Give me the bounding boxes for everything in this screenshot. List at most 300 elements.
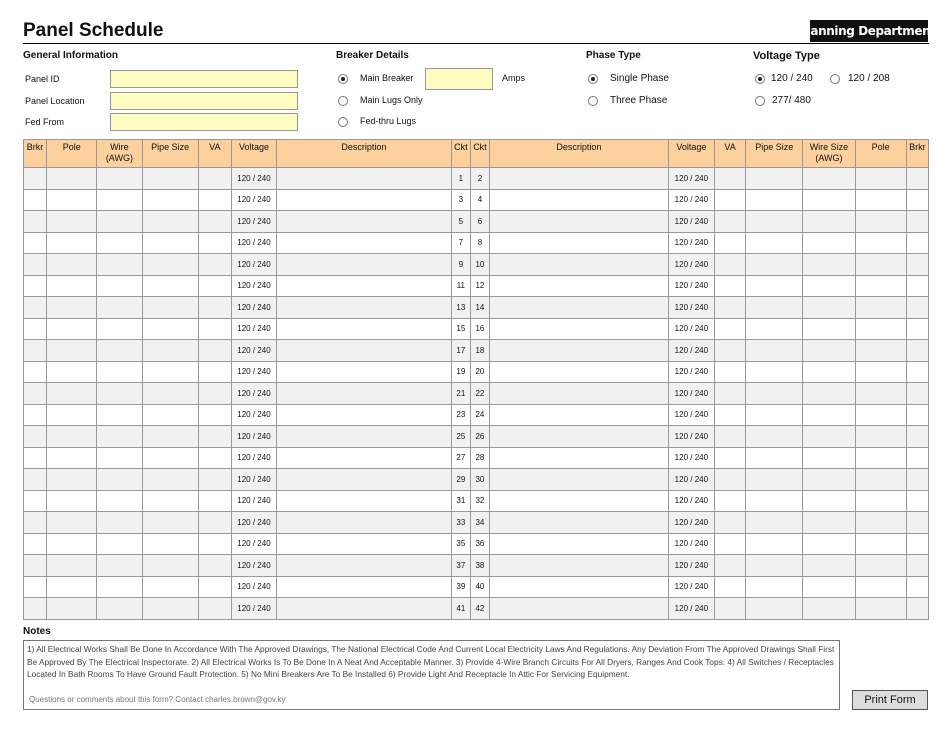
cell-wire-right[interactable] <box>803 361 855 383</box>
cell-brkr-right[interactable] <box>906 447 928 469</box>
cell-pole-left[interactable] <box>47 275 97 297</box>
cell-brkr-right[interactable] <box>906 383 928 405</box>
cell-description-left[interactable] <box>277 211 452 233</box>
cell-brkr-left[interactable] <box>24 598 47 620</box>
cell-pipe-left[interactable] <box>142 297 198 319</box>
cell-pipe-left[interactable] <box>142 555 198 577</box>
cell-pipe-right[interactable] <box>746 533 803 555</box>
cell-description-right[interactable] <box>489 168 668 190</box>
cell-wire-left[interactable] <box>97 254 142 276</box>
cell-pole-left[interactable] <box>47 576 97 598</box>
cell-brkr-left[interactable] <box>24 555 47 577</box>
cell-description-right[interactable] <box>489 318 668 340</box>
cell-va-left[interactable] <box>198 447 231 469</box>
cell-pipe-right[interactable] <box>746 490 803 512</box>
cell-wire-left[interactable] <box>97 232 142 254</box>
cell-wire-left[interactable] <box>97 512 142 534</box>
cell-pipe-right[interactable] <box>746 426 803 448</box>
cell-va-right[interactable] <box>714 555 745 577</box>
cell-va-left[interactable] <box>198 512 231 534</box>
cell-pole-left[interactable] <box>47 168 97 190</box>
main-breaker-radio[interactable] <box>338 74 348 84</box>
cell-pipe-right[interactable] <box>746 447 803 469</box>
cell-va-right[interactable] <box>714 426 745 448</box>
cell-pipe-right[interactable] <box>746 361 803 383</box>
table-row <box>24 555 929 577</box>
cell-va-right[interactable] <box>714 469 745 491</box>
cell-ckt-right: 2 <box>470 168 489 190</box>
cell-pole-right[interactable] <box>855 426 906 448</box>
cell-description-left[interactable] <box>277 254 452 276</box>
cell-ckt-right: 22 <box>470 383 489 405</box>
cell-pole-right[interactable] <box>855 469 906 491</box>
cell-va-right[interactable] <box>714 598 745 620</box>
cell-wire-left[interactable] <box>97 598 142 620</box>
cell-va-right[interactable] <box>714 447 745 469</box>
single-phase-radio[interactable] <box>588 74 598 84</box>
cell-va-right[interactable] <box>714 168 745 190</box>
cell-voltage-left: 120 / 240 <box>231 383 276 405</box>
cell-va-left[interactable] <box>198 426 231 448</box>
table-row <box>24 254 929 276</box>
cell-description-left[interactable] <box>277 533 452 555</box>
cell-pipe-right[interactable] <box>746 232 803 254</box>
cell-wire-right[interactable] <box>803 576 855 598</box>
cell-brkr-right[interactable] <box>906 254 928 276</box>
cell-pole-right[interactable] <box>855 254 906 276</box>
cell-pipe-left[interactable] <box>142 426 198 448</box>
cell-description-right[interactable] <box>489 404 668 426</box>
cell-pole-left[interactable] <box>47 404 97 426</box>
cell-pipe-right[interactable] <box>746 275 803 297</box>
cell-wire-right[interactable] <box>803 168 855 190</box>
cell-pipe-right[interactable] <box>746 254 803 276</box>
cell-pole-left[interactable] <box>47 512 97 534</box>
cell-pipe-right[interactable] <box>746 383 803 405</box>
cell-brkr-right[interactable] <box>906 404 928 426</box>
col-header-voltage-left: Voltage <box>231 140 276 168</box>
cell-brkr-left[interactable] <box>24 275 47 297</box>
cell-pole-left[interactable] <box>47 211 97 233</box>
panel-id-input[interactable] <box>110 70 298 88</box>
cell-wire-left[interactable] <box>97 211 142 233</box>
cell-description-right[interactable] <box>489 512 668 534</box>
cell-pole-right[interactable] <box>855 490 906 512</box>
cell-pole-right[interactable] <box>855 232 906 254</box>
cell-pipe-right[interactable] <box>746 189 803 211</box>
cell-wire-left[interactable] <box>97 490 142 512</box>
voltage-277-480-radio[interactable] <box>755 96 765 106</box>
cell-wire-right[interactable] <box>803 189 855 211</box>
cell-description-right[interactable] <box>489 469 668 491</box>
cell-brkr-left[interactable] <box>24 490 47 512</box>
cell-pole-left[interactable] <box>47 189 97 211</box>
cell-pipe-left[interactable] <box>142 598 198 620</box>
cell-pole-left[interactable] <box>47 383 97 405</box>
cell-description-left[interactable] <box>277 426 452 448</box>
cell-pipe-left[interactable] <box>142 533 198 555</box>
cell-pole-left[interactable] <box>47 232 97 254</box>
cell-brkr-left[interactable] <box>24 404 47 426</box>
col-header-pole-right: Pole <box>855 140 906 168</box>
cell-pole-left[interactable] <box>47 490 97 512</box>
cell-wire-right[interactable] <box>803 275 855 297</box>
cell-wire-right[interactable] <box>803 318 855 340</box>
cell-ckt-left: 39 <box>451 576 470 598</box>
cell-pipe-left[interactable] <box>142 490 198 512</box>
cell-pipe-left[interactable] <box>142 318 198 340</box>
cell-description-left[interactable] <box>277 576 452 598</box>
cell-wire-left[interactable] <box>97 275 142 297</box>
voltage-120-240-label: 120 / 240 <box>771 73 813 84</box>
cell-va-left[interactable] <box>198 318 231 340</box>
cell-wire-left[interactable] <box>97 447 142 469</box>
cell-description-right[interactable] <box>489 254 668 276</box>
cell-pipe-left[interactable] <box>142 447 198 469</box>
cell-pole-right[interactable] <box>855 598 906 620</box>
cell-description-left[interactable] <box>277 555 452 577</box>
cell-pipe-left[interactable] <box>142 576 198 598</box>
main-lugs-only-radio[interactable] <box>338 96 348 106</box>
cell-description-left[interactable] <box>277 318 452 340</box>
cell-brkr-right[interactable] <box>906 297 928 319</box>
cell-wire-left[interactable] <box>97 318 142 340</box>
table-row <box>24 426 929 448</box>
cell-description-right[interactable] <box>489 340 668 362</box>
cell-description-right[interactable] <box>489 275 668 297</box>
cell-wire-left[interactable] <box>97 533 142 555</box>
cell-va-left[interactable] <box>198 533 231 555</box>
cell-description-left[interactable] <box>277 404 452 426</box>
cell-wire-right[interactable] <box>803 447 855 469</box>
cell-description-right[interactable] <box>489 189 668 211</box>
cell-va-right[interactable] <box>714 533 745 555</box>
voltage-120-240-radio[interactable] <box>755 74 765 84</box>
cell-brkr-right[interactable] <box>906 533 928 555</box>
cell-pole-right[interactable] <box>855 512 906 534</box>
cell-va-left[interactable] <box>198 168 231 190</box>
cell-voltage-right: 120 / 240 <box>668 275 714 297</box>
cell-wire-right[interactable] <box>803 426 855 448</box>
cell-va-left[interactable] <box>198 232 231 254</box>
cell-pipe-right[interactable] <box>746 297 803 319</box>
cell-brkr-right[interactable] <box>906 232 928 254</box>
cell-voltage-left: 120 / 240 <box>231 168 276 190</box>
cell-description-right[interactable] <box>489 490 668 512</box>
cell-brkr-left[interactable] <box>24 512 47 534</box>
cell-va-left[interactable] <box>198 576 231 598</box>
cell-description-left[interactable] <box>277 447 452 469</box>
col-header-voltage-right: Voltage <box>668 140 714 168</box>
cell-pole-right[interactable] <box>855 404 906 426</box>
cell-pipe-left[interactable] <box>142 254 198 276</box>
cell-ckt-left: 23 <box>451 404 470 426</box>
cell-pipe-left[interactable] <box>142 383 198 405</box>
cell-va-right[interactable] <box>714 254 745 276</box>
cell-wire-left[interactable] <box>97 469 142 491</box>
planning-department-logo: Planning Department. <box>810 20 928 42</box>
cell-wire-left[interactable] <box>97 426 142 448</box>
cell-ckt-right: 8 <box>470 232 489 254</box>
voltage-120-208-radio[interactable] <box>830 74 840 84</box>
cell-brkr-left[interactable] <box>24 297 47 319</box>
cell-pole-left[interactable] <box>47 426 97 448</box>
cell-description-right[interactable] <box>489 232 668 254</box>
cell-brkr-right[interactable] <box>906 275 928 297</box>
cell-wire-left[interactable] <box>97 383 142 405</box>
cell-pole-right[interactable] <box>855 555 906 577</box>
cell-brkr-right[interactable] <box>906 426 928 448</box>
cell-pipe-left[interactable] <box>142 168 198 190</box>
cell-brkr-left[interactable] <box>24 426 47 448</box>
cell-pole-left[interactable] <box>47 318 97 340</box>
cell-pole-left[interactable] <box>47 469 97 491</box>
cell-brkr-left[interactable] <box>24 189 47 211</box>
cell-va-right[interactable] <box>714 490 745 512</box>
cell-brkr-left[interactable] <box>24 211 47 233</box>
cell-pipe-right[interactable] <box>746 469 803 491</box>
main-breaker-label: Main Breaker <box>360 73 414 83</box>
cell-brkr-right[interactable] <box>906 211 928 233</box>
cell-description-right[interactable] <box>489 426 668 448</box>
cell-pole-left[interactable] <box>47 533 97 555</box>
cell-va-left[interactable] <box>198 340 231 362</box>
cell-voltage-right: 120 / 240 <box>668 469 714 491</box>
cell-va-left[interactable] <box>198 211 231 233</box>
cell-wire-left[interactable] <box>97 340 142 362</box>
cell-brkr-left[interactable] <box>24 533 47 555</box>
cell-brkr-left[interactable] <box>24 168 47 190</box>
cell-wire-right[interactable] <box>803 211 855 233</box>
cell-brkr-left[interactable] <box>24 383 47 405</box>
cell-wire-left[interactable] <box>97 576 142 598</box>
cell-description-left[interactable] <box>277 232 452 254</box>
table-row <box>24 318 929 340</box>
amps-input[interactable] <box>425 68 493 90</box>
cell-pipe-right[interactable] <box>746 168 803 190</box>
cell-brkr-left[interactable] <box>24 447 47 469</box>
cell-voltage-right: 120 / 240 <box>668 447 714 469</box>
cell-va-right[interactable] <box>714 211 745 233</box>
cell-brkr-left[interactable] <box>24 318 47 340</box>
col-header-va-right: VA <box>714 140 745 168</box>
cell-va-right[interactable] <box>714 383 745 405</box>
cell-brkr-right[interactable] <box>906 598 928 620</box>
cell-va-right[interactable] <box>714 297 745 319</box>
cell-pole-left[interactable] <box>47 361 97 383</box>
cell-pole-left[interactable] <box>47 555 97 577</box>
cell-pipe-right[interactable] <box>746 211 803 233</box>
cell-pole-right[interactable] <box>855 297 906 319</box>
cell-ckt-left: 31 <box>451 490 470 512</box>
cell-pole-left[interactable] <box>47 598 97 620</box>
cell-pole-left[interactable] <box>47 340 97 362</box>
cell-pole-right[interactable] <box>855 340 906 362</box>
cell-description-left[interactable] <box>277 297 452 319</box>
cell-pole-right[interactable] <box>855 533 906 555</box>
cell-brkr-left[interactable] <box>24 361 47 383</box>
cell-wire-right[interactable] <box>803 469 855 491</box>
cell-wire-right[interactable] <box>803 404 855 426</box>
cell-pipe-left[interactable] <box>142 340 198 362</box>
cell-pipe-left[interactable] <box>142 361 198 383</box>
cell-brkr-left[interactable] <box>24 469 47 491</box>
cell-brkr-right[interactable] <box>906 512 928 534</box>
col-header-description-left: Description <box>277 140 452 168</box>
cell-brkr-right[interactable] <box>906 576 928 598</box>
cell-brkr-right[interactable] <box>906 469 928 491</box>
cell-va-right[interactable] <box>714 361 745 383</box>
cell-description-right[interactable] <box>489 361 668 383</box>
cell-description-right[interactable] <box>489 211 668 233</box>
cell-pole-left[interactable] <box>47 297 97 319</box>
fed-thru-lugs-radio[interactable] <box>338 117 348 127</box>
cell-ckt-right: 12 <box>470 275 489 297</box>
cell-pipe-left[interactable] <box>142 512 198 534</box>
cell-wire-left[interactable] <box>97 189 142 211</box>
cell-ckt-right: 4 <box>470 189 489 211</box>
cell-pole-left[interactable] <box>47 447 97 469</box>
cell-description-right[interactable] <box>489 447 668 469</box>
cell-description-right[interactable] <box>489 533 668 555</box>
cell-va-right[interactable] <box>714 318 745 340</box>
three-phase-label: Three Phase <box>610 95 668 106</box>
cell-description-left[interactable] <box>277 168 452 190</box>
cell-brkr-right[interactable] <box>906 490 928 512</box>
cell-brkr-right[interactable] <box>906 168 928 190</box>
cell-pipe-left[interactable] <box>142 469 198 491</box>
cell-pipe-left[interactable] <box>142 275 198 297</box>
cell-va-left[interactable] <box>198 469 231 491</box>
cell-wire-right[interactable] <box>803 555 855 577</box>
cell-voltage-right: 120 / 240 <box>668 533 714 555</box>
cell-wire-right[interactable] <box>803 598 855 620</box>
cell-wire-right[interactable] <box>803 297 855 319</box>
cell-description-right[interactable] <box>489 598 668 620</box>
cell-pipe-right[interactable] <box>746 598 803 620</box>
cell-va-left[interactable] <box>198 189 231 211</box>
cell-voltage-left: 120 / 240 <box>231 254 276 276</box>
cell-pipe-right[interactable] <box>746 555 803 577</box>
cell-voltage-right: 120 / 240 <box>668 168 714 190</box>
cell-va-right[interactable] <box>714 275 745 297</box>
cell-description-left[interactable] <box>277 189 452 211</box>
cell-wire-right[interactable] <box>803 340 855 362</box>
cell-wire-right[interactable] <box>803 254 855 276</box>
cell-brkr-right[interactable] <box>906 340 928 362</box>
cell-va-right[interactable] <box>714 189 745 211</box>
cell-va-left[interactable] <box>198 297 231 319</box>
cell-wire-right[interactable] <box>803 512 855 534</box>
print-form-button[interactable]: Print Form <box>852 690 928 710</box>
cell-brkr-right[interactable] <box>906 555 928 577</box>
cell-voltage-left: 120 / 240 <box>231 232 276 254</box>
cell-description-left[interactable] <box>277 340 452 362</box>
cell-wire-left[interactable] <box>97 361 142 383</box>
cell-description-left[interactable] <box>277 275 452 297</box>
cell-pole-right[interactable] <box>855 447 906 469</box>
cell-description-right[interactable] <box>489 576 668 598</box>
cell-va-right[interactable] <box>714 232 745 254</box>
cell-pipe-left[interactable] <box>142 189 198 211</box>
cell-brkr-left[interactable] <box>24 254 47 276</box>
cell-wire-left[interactable] <box>97 168 142 190</box>
amps-label: Amps <box>502 73 526 83</box>
cell-va-left[interactable] <box>198 254 231 276</box>
cell-description-right[interactable] <box>489 383 668 405</box>
cell-pipe-right[interactable] <box>746 318 803 340</box>
cell-pipe-right[interactable] <box>746 340 803 362</box>
cell-va-right[interactable] <box>714 576 745 598</box>
cell-pole-right[interactable] <box>855 211 906 233</box>
cell-wire-left[interactable] <box>97 404 142 426</box>
cell-brkr-left[interactable] <box>24 576 47 598</box>
cell-description-left[interactable] <box>277 469 452 491</box>
cell-wire-right[interactable] <box>803 490 855 512</box>
cell-pole-right[interactable] <box>855 275 906 297</box>
title-divider <box>23 43 929 44</box>
cell-wire-right[interactable] <box>803 383 855 405</box>
cell-va-right[interactable] <box>714 340 745 362</box>
cell-pipe-left[interactable] <box>142 211 198 233</box>
cell-pole-left[interactable] <box>47 254 97 276</box>
cell-brkr-left[interactable] <box>24 340 47 362</box>
cell-pipe-right[interactable] <box>746 576 803 598</box>
voltage-type-heading: Voltage Type <box>753 50 820 62</box>
cell-wire-right[interactable] <box>803 232 855 254</box>
cell-description-left[interactable] <box>277 383 452 405</box>
cell-pipe-right[interactable] <box>746 512 803 534</box>
cell-va-left[interactable] <box>198 555 231 577</box>
table-row <box>24 383 929 405</box>
cell-description-right[interactable] <box>489 555 668 577</box>
cell-wire-left[interactable] <box>97 297 142 319</box>
cell-va-left[interactable] <box>198 404 231 426</box>
cell-pole-right[interactable] <box>855 189 906 211</box>
cell-description-right[interactable] <box>489 297 668 319</box>
cell-brkr-right[interactable] <box>906 189 928 211</box>
cell-va-left[interactable] <box>198 383 231 405</box>
cell-va-left[interactable] <box>198 598 231 620</box>
cell-va-left[interactable] <box>198 490 231 512</box>
table-row <box>24 297 929 319</box>
cell-brkr-right[interactable] <box>906 361 928 383</box>
cell-pipe-left[interactable] <box>142 232 198 254</box>
cell-pole-right[interactable] <box>855 383 906 405</box>
fed-from-input[interactable] <box>110 113 298 131</box>
cell-description-left[interactable] <box>277 361 452 383</box>
cell-description-left[interactable] <box>277 512 452 534</box>
cell-va-left[interactable] <box>198 275 231 297</box>
cell-description-left[interactable] <box>277 490 452 512</box>
three-phase-radio[interactable] <box>588 96 598 106</box>
cell-pole-right[interactable] <box>855 318 906 340</box>
cell-pole-right[interactable] <box>855 361 906 383</box>
cell-pole-right[interactable] <box>855 168 906 190</box>
cell-brkr-left[interactable] <box>24 232 47 254</box>
cell-pole-right[interactable] <box>855 576 906 598</box>
cell-description-left[interactable] <box>277 598 452 620</box>
cell-va-right[interactable] <box>714 404 745 426</box>
panel-location-input[interactable] <box>110 92 298 110</box>
cell-va-right[interactable] <box>714 512 745 534</box>
cell-brkr-right[interactable] <box>906 318 928 340</box>
cell-wire-right[interactable] <box>803 533 855 555</box>
cell-wire-left[interactable] <box>97 555 142 577</box>
cell-va-left[interactable] <box>198 361 231 383</box>
cell-pipe-right[interactable] <box>746 404 803 426</box>
cell-pipe-left[interactable] <box>142 404 198 426</box>
